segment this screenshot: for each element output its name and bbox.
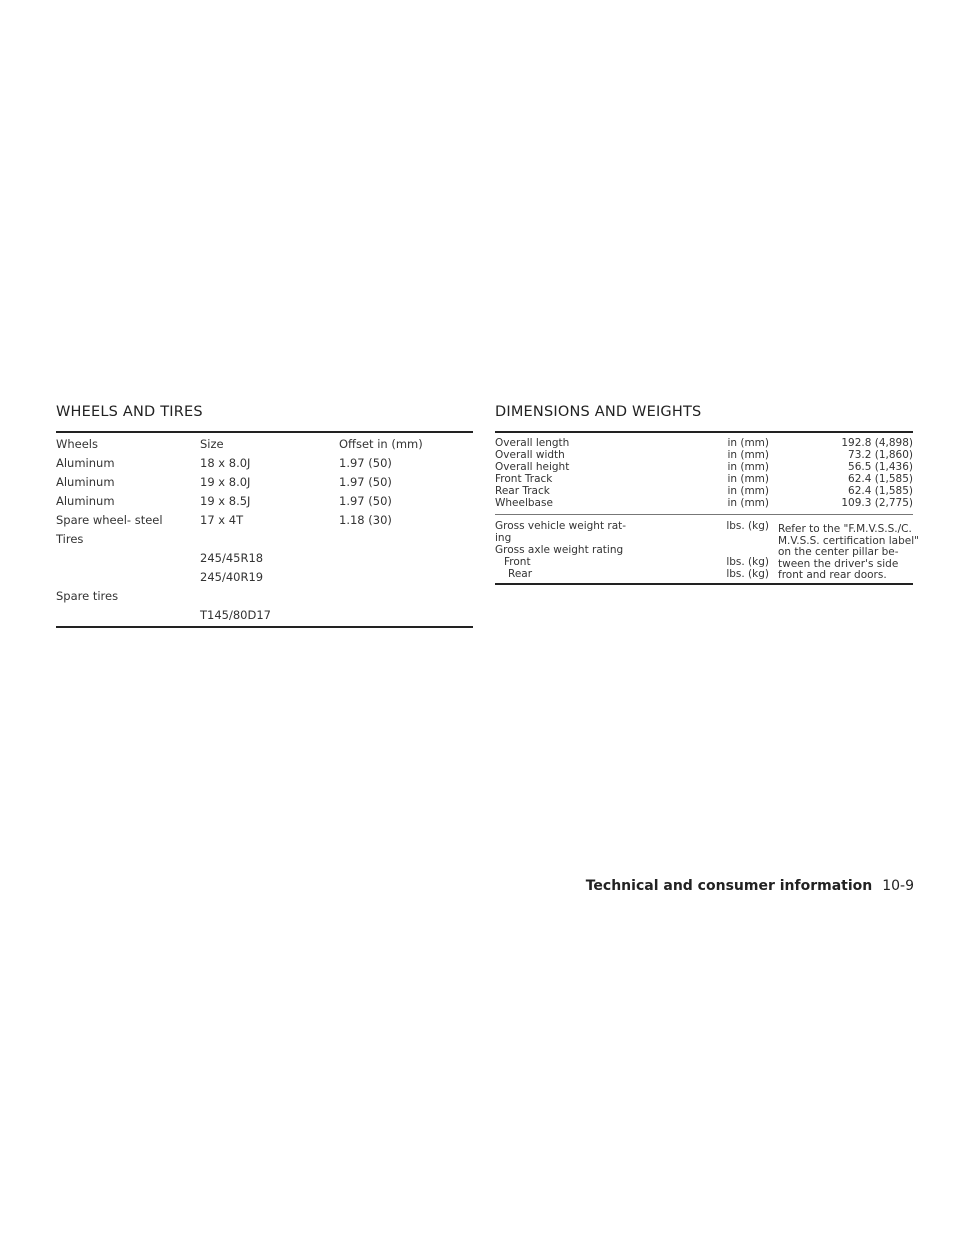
front-label: Front <box>504 556 531 568</box>
table-row <box>495 449 913 461</box>
dimension-unit: in (mm) <box>727 449 769 461</box>
table-row <box>56 547 473 566</box>
dimensions-and-weights-title: DIMENSIONS AND WEIGHTS <box>495 404 702 420</box>
wheel-type: Aluminum <box>56 494 115 508</box>
note-line: tween the driver's side <box>778 557 899 570</box>
table-row <box>495 497 913 509</box>
wheels-and-tires-table <box>56 431 473 628</box>
dimension-unit: in (mm) <box>727 473 769 485</box>
dimension-unit: in (mm) <box>727 461 769 473</box>
wheel-size: 19 x 8.5J <box>200 494 251 508</box>
dimension-label: Wheelbase <box>495 497 553 509</box>
gvwr-label-cont: ing <box>495 532 512 544</box>
note-line: M.V.S.S. certification label" <box>778 534 919 547</box>
spare-tires-label-row <box>56 585 473 604</box>
header-offset: Offset in (mm) <box>339 437 423 451</box>
spare-tire-size: T145/80D17 <box>200 608 271 622</box>
dimension-value: 192.8 (4,898) <box>841 437 913 449</box>
dimension-value: 56.5 (1,436) <box>848 461 913 473</box>
dimension-value: 62.4 (1,585) <box>848 473 913 485</box>
wheel-offset: 1.97 (50) <box>339 475 392 489</box>
table-row <box>56 490 473 509</box>
table-row <box>56 452 473 471</box>
header-wheels: Wheels <box>56 437 98 451</box>
wheel-size: 18 x 8.0J <box>200 456 251 470</box>
spare-tires-label: Spare tires <box>56 589 119 603</box>
page-footer <box>586 878 914 894</box>
dimension-label: Overall length <box>495 437 570 449</box>
table-header-row <box>56 433 473 452</box>
wheel-offset: 1.97 (50) <box>339 494 392 508</box>
table-row <box>495 437 913 449</box>
dimension-label: Front Track <box>495 473 553 485</box>
page-number: 10-9 <box>882 878 914 894</box>
table-row <box>56 604 473 626</box>
wheel-type: Aluminum <box>56 456 115 470</box>
tire-size: 245/45R18 <box>200 551 264 565</box>
wheel-offset: 1.18 (30) <box>339 513 392 527</box>
wheel-size: 17 x 4T <box>200 513 244 527</box>
rear-label: Rear <box>508 568 533 580</box>
certification-label-note <box>778 524 918 582</box>
dimensions-and-weights-table <box>495 431 919 585</box>
note-line: Refer to the "F.M.V.S.S./C. <box>778 523 912 535</box>
dimensions-block <box>495 433 913 509</box>
dimension-value: 62.4 (1,585) <box>848 485 913 497</box>
dimension-unit: in (mm) <box>727 485 769 497</box>
tire-size: 245/40R19 <box>200 570 264 584</box>
tires-label-row <box>56 528 473 547</box>
table-row <box>495 461 913 473</box>
wheel-size: 19 x 8.0J <box>200 475 251 489</box>
gawr-label: Gross axle weight rating <box>495 544 624 556</box>
wheel-type: Aluminum <box>56 475 115 489</box>
dimension-label: Overall height <box>495 461 570 473</box>
wheel-offset: 1.97 (50) <box>339 456 392 470</box>
table-row <box>56 566 473 585</box>
dimension-label: Overall width <box>495 449 565 461</box>
table-row <box>56 471 473 490</box>
gvwr-label: Gross vehicle weight rat- <box>495 520 627 532</box>
table-row <box>495 485 913 497</box>
dimension-unit: in (mm) <box>727 497 769 509</box>
dimension-label: Rear Track <box>495 485 550 497</box>
front-unit: lbs. (kg) <box>726 556 769 568</box>
tires-label: Tires <box>56 532 84 546</box>
note-line: front and rear doors. <box>778 569 887 581</box>
wheels-and-tires-title: WHEELS AND TIRES <box>56 404 203 420</box>
chapter-title: Technical and consumer information <box>585 878 873 894</box>
table-row <box>495 473 913 485</box>
rear-unit: lbs. (kg) <box>726 568 769 580</box>
table-row <box>56 509 473 528</box>
dimension-unit: in (mm) <box>727 437 769 449</box>
wheel-type: Spare wheel- steel <box>56 513 163 527</box>
dimension-value: 73.2 (1,860) <box>848 449 913 461</box>
weights-block <box>495 515 919 583</box>
dimension-value: 109.3 (2,775) <box>841 497 913 509</box>
header-size: Size <box>200 437 224 451</box>
gvwr-unit: lbs. (kg) <box>726 520 769 532</box>
note-line: on the center pillar be- <box>778 546 899 558</box>
